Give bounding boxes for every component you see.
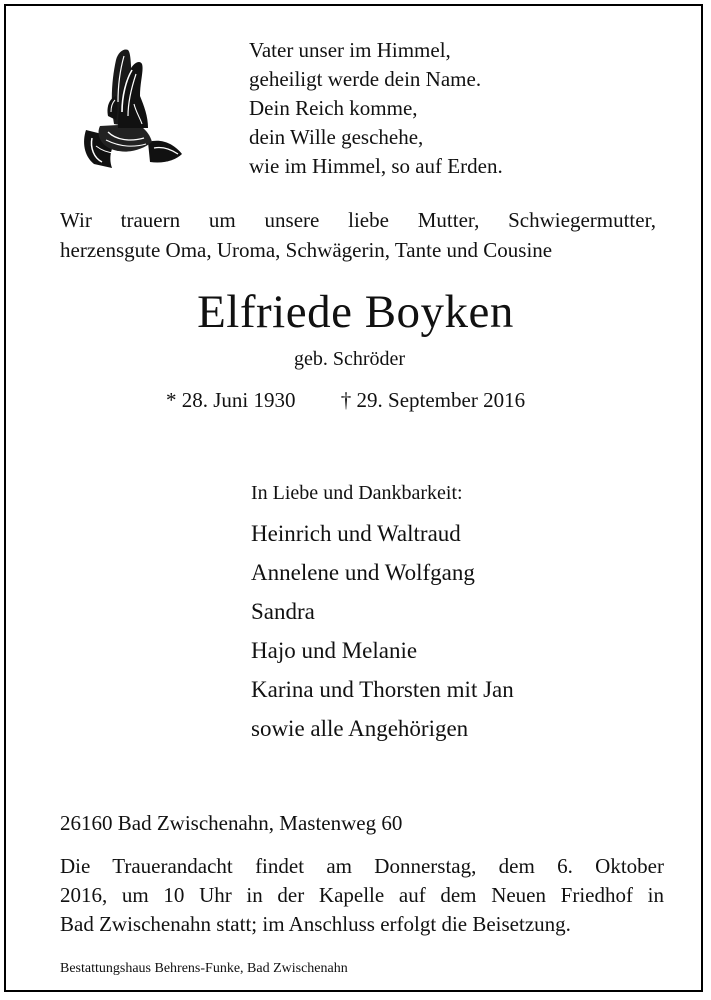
mourner-entry: sowie alle Angehörigen: [251, 716, 469, 741]
mourner-entry: Heinrich und Waltraud: [251, 521, 461, 546]
intro-line: Wir trauern um unsere liebe Mutter, Schwiegermutter,: [60, 208, 656, 232]
mourner-entry: Sandra: [251, 599, 315, 624]
intro-line: herzensgute Oma, Uroma, Schwägerin, Tante und Cousine: [60, 238, 553, 262]
mourner-entry: Hajo und Melanie: [251, 638, 418, 663]
prayer-line: wie im Himmel, so auf Erden.: [249, 154, 503, 178]
mourners-list: [251, 514, 514, 748]
ceremony-line: Bad Zwischenahn statt; im Anschluss erfolgt die Beisetzung.: [60, 912, 571, 936]
ceremony-line: Die Trauerandacht findet am Donnerstag, dem 6. Oktober: [60, 854, 664, 878]
mourner-entry: Karina und Thorsten mit Jan: [251, 677, 514, 702]
praying-hands-icon: [78, 42, 188, 172]
prayer-line: dein Wille geschehe,: [249, 125, 424, 149]
deceased-name: Elfriede Boyken: [197, 286, 514, 338]
prayer-line: Dein Reich komme,: [249, 96, 418, 120]
prayer-verse: [249, 36, 503, 181]
family-address: 26160 Bad Zwischenahn, Mastenweg 60: [60, 811, 403, 835]
prayer-line: Vater unser im Himmel,: [249, 38, 451, 62]
mourner-entry: Annelene und Wolfgang: [251, 560, 475, 585]
death-date: † 29. September 2016: [340, 388, 526, 412]
life-dates: [166, 388, 525, 413]
obituary-notice: [4, 4, 703, 992]
ceremony-line: 2016, um 10 Uhr in der Kapelle auf dem Neuen Friedhof in: [60, 883, 664, 907]
birth-date: * 28. Juni 1930: [166, 388, 296, 412]
undertaker-credit: Bestattungshaus Behrens-Funke, Bad Zwischenahn: [60, 961, 348, 976]
ceremony-details: [60, 852, 664, 939]
birth-name: geb. Schröder: [294, 348, 406, 370]
prayer-line: geheiligt werde dein Name.: [249, 67, 482, 91]
mourners-heading: In Liebe und Dankbarkeit:: [251, 482, 463, 504]
mourning-intro: [60, 205, 656, 265]
